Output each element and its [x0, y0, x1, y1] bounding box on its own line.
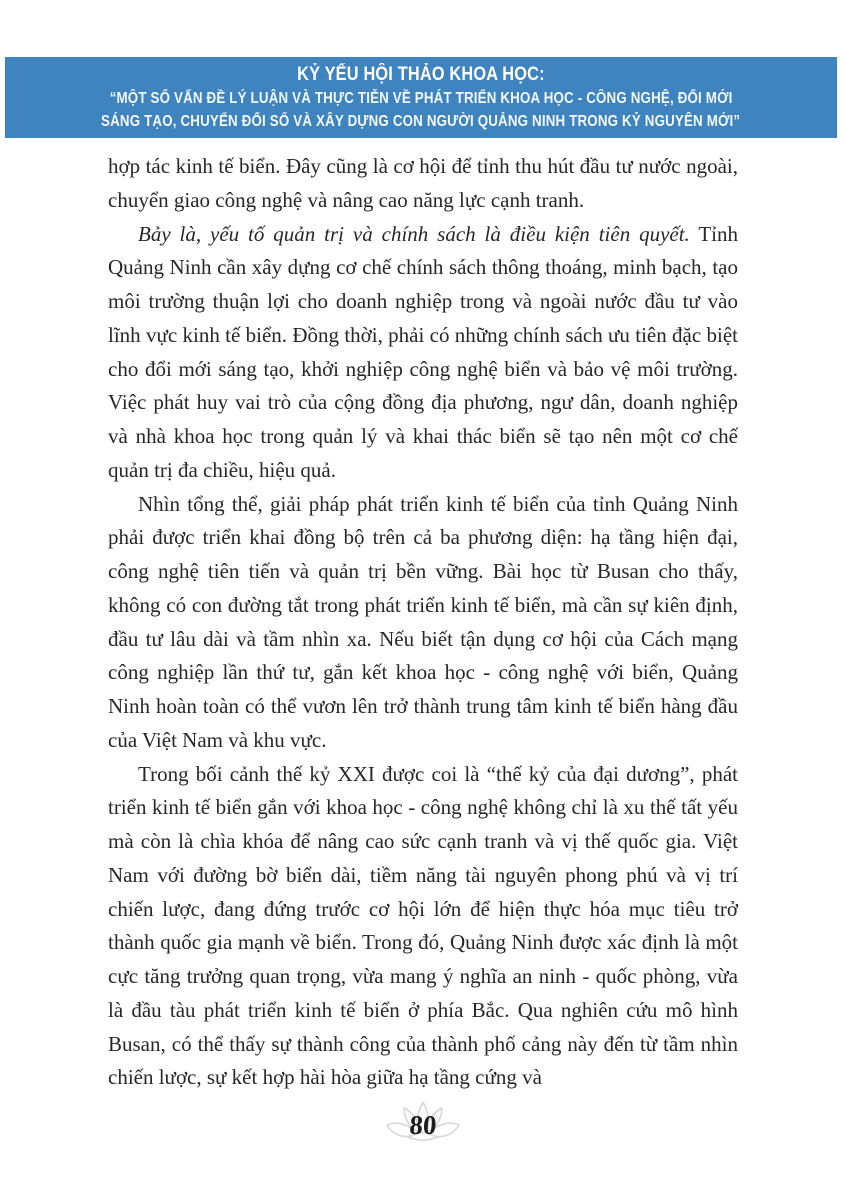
paragraph-text: Nhìn tổng thể, giải pháp phát triển kinh tế biển của tỉnh Quảng Ninh phải được triển khai đồng bộ trên cả ba phương diện: hạ tầng hiện đại, công nghệ tiên tiến và quản trị bền vững. Bài học từ Busan cho thấy, không có con đường tắt trong phát triển kinh tế biển, mà cần sự kiên định, đầu tư lâu dài và tầm nhìn xa. Nếu biết tận dụng cơ hội của Cách mạng công nghiệp lần thứ tư, gắn kết khoa học - công nghệ với biển, Quảng Ninh hoàn toàn có thể vươn lên trở thành trung tâm kinh tế biển hàng đầu của Việt Nam và khu vực.	[108, 491, 738, 752]
header-title: KỶ YẾU HỘI THẢO KHOA HỌC:	[297, 63, 545, 85]
page-footer	[0, 1100, 845, 1150]
paragraph-lead-italic: Bảy là, yếu tố quản trị và chính sách là điều kiện tiên quyết.	[138, 221, 690, 246]
header-band	[5, 57, 837, 138]
lotus-page-number	[384, 1100, 462, 1150]
page-number: 80	[407, 1110, 438, 1140]
header-subtitle-line1: “MỘT SỐ VẤN ĐỀ LÝ LUẬN VÀ THỰC TIỄN VỀ PHÁT TRIỂN KHOA HỌC - CÔNG NGHỆ, ĐỔI MỚI	[109, 90, 733, 108]
paragraph	[108, 758, 738, 1096]
paragraph	[108, 218, 738, 488]
paragraph	[108, 150, 738, 218]
paragraph-text: hợp tác kinh tế biển. Đây cũng là cơ hội để tỉnh thu hút đầu tư nước ngoài, chuyển giao công nghệ và nâng cao năng lực cạnh tranh.	[108, 154, 738, 212]
header-subtitle-line2: SÁNG TẠO, CHUYỂN ĐỔI SỐ VÀ XÂY DỰNG CON NGƯỜI QUẢNG NINH TRONG KỶ NGUYÊN MỚI”	[101, 113, 741, 131]
page-body	[108, 150, 738, 1095]
paragraph	[108, 488, 738, 758]
paragraph-text: Trong bối cảnh thế kỷ XXI được coi là “thế kỷ của đại dương”, phát triển kinh tế biển gắn với khoa học - công nghệ không chỉ là xu thế tất yếu mà còn là chìa khóa để nâng cao sức cạnh tranh và vị thế quốc gia. Việt Nam với đường bờ biển dài, tiềm năng tài nguyên phong phú và vị trí chiến lược, đang đứng trước cơ hội lớn để hiện thực hóa mục tiêu trở thành quốc gia mạnh về biển. Trong đó, Quảng Ninh được xác định là một cực tăng trưởng quan trọng, vừa mang ý nghĩa an ninh - quốc phòng, vừa là đầu tàu phát triển kinh tế biển ở phía Bắc. Qua nghiên cứu mô hình Busan, có thể thấy sự thành công của thành phố cảng này đến từ tầm nhìn chiến lược, sự kết hợp hài hòa giữa hạ tầng cứng và	[108, 761, 738, 1090]
paragraph-text: Tỉnh Quảng Ninh cần xây dựng cơ chế chính sách thông thoáng, minh bạch, tạo môi trường thuận lợi cho doanh nghiệp trong và ngoài nước đầu tư vào lĩnh vực kinh tế biển. Đồng thời, phải có những chính sách ưu tiên đặc biệt cho đổi mới sáng tạo, khởi nghiệp công nghệ biển và bảo vệ môi trường. Việc phát huy vai trò của cộng đồng địa phương, ngư dân, doanh nghiệp và nhà khoa học trong quản lý và khai thác biển sẽ tạo nên một cơ chế quản trị đa chiều, hiệu quả.	[108, 221, 738, 482]
